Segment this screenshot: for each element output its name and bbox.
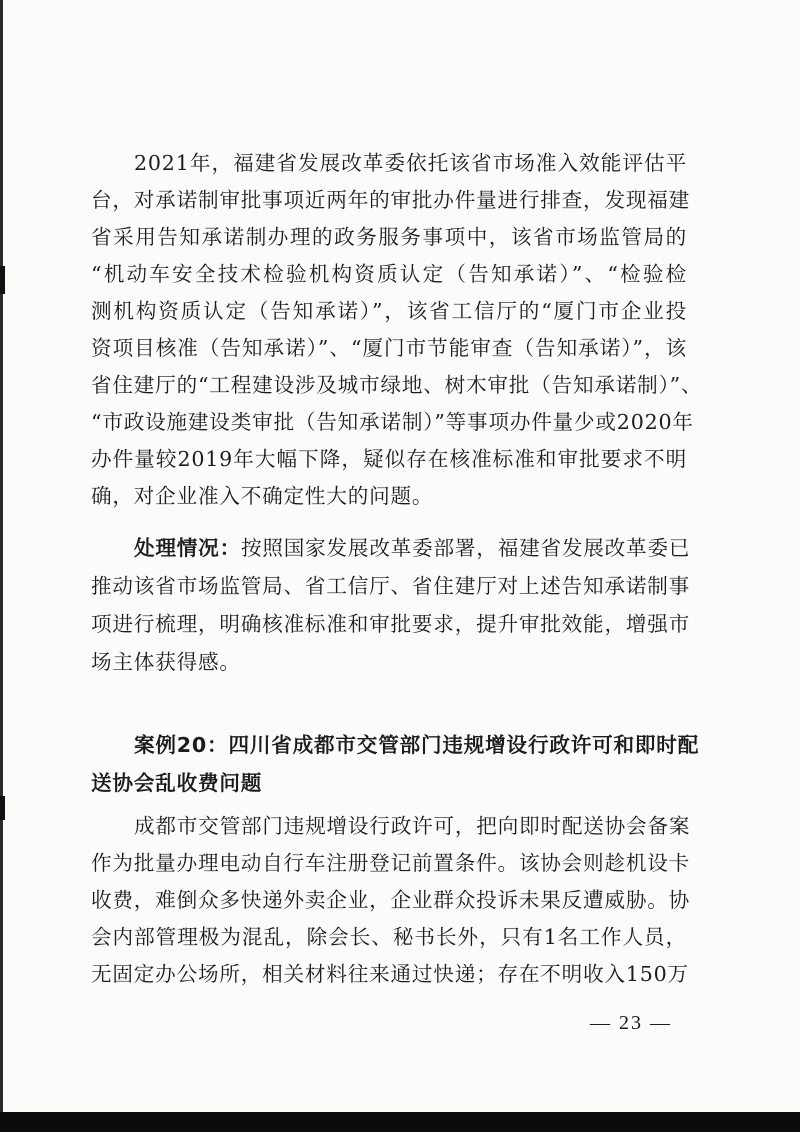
- text-line: 省住建厅的“工程建设涉及城市绿地、树木审批（告知承诺制）”、: [91, 373, 703, 397]
- text-line: “市政设施建设类审批（告知承诺制）”等事项办件量少或2020年: [91, 410, 694, 434]
- handling-label: 处理情况：: [134, 536, 241, 560]
- text-line: [134, 530, 691, 566]
- scan-bottom-edge: [0, 1112, 800, 1132]
- text-line: 省采用告知承诺制办理的政务服务事项中，该省市场监管局的: [91, 225, 687, 249]
- text-line: 收费，难倒众多快递外卖企业，企业群众投诉未果反遭威胁。协: [91, 888, 691, 912]
- heading-line: 案例20：四川省成都市交管部门违规增设行政许可和即时配: [134, 733, 700, 757]
- text-line: 办件量较2019年大幅下降，疑似存在核准标准和审批要求不明: [91, 447, 687, 471]
- text-line: 无固定办公场所，相关材料往来通过快递；存在不明收入150万: [91, 962, 689, 986]
- heading-line: 送协会乱收费问题: [91, 771, 263, 795]
- text-line: 场主体获得感。: [91, 650, 241, 674]
- text-line: 资项目核准（告知承诺）”、“厦门市节能审查（告知承诺）”，该: [91, 336, 687, 360]
- scan-artifact: [0, 266, 5, 294]
- scan-artifact: [0, 796, 5, 820]
- text-line: 台，对承诺制审批事项近两年的审批办件量进行排查，发现福建: [91, 188, 691, 212]
- text-line: 作为批量办理电动自行车注册登记前置条件。该协会则趁机设卡: [91, 851, 691, 875]
- text-span: 按照国家发展改革委部署，福建省发展改革委已: [240, 536, 691, 560]
- text-line: “机动车安全技术检验机构资质认定（告知承诺）”、“检验检: [91, 262, 687, 286]
- page-number: — 23 —: [590, 1012, 672, 1034]
- text-line: 确，对企业准入不确定性大的问题。: [91, 484, 434, 508]
- text-line: 会内部管理极为混乱，除会长、秘书长外，只有1名工作人员，: [91, 925, 687, 949]
- text-line: 推动该省市场监管局、省工信厅、省住建厅对上述告知承诺制事: [91, 574, 691, 598]
- text-line: 成都市交管部门违规增设行政许可，把向即时配送协会备案: [134, 814, 691, 838]
- text-line: 2021年，福建省发展改革委依托该省市场准入效能评估平: [134, 151, 687, 175]
- text-line: 项进行梳理，明确核准标准和审批要求，提升审批效能，增强市: [91, 612, 691, 636]
- text-line: 测机构资质认定（告知承诺）”，该省工信厅的“厦门市企业投: [91, 299, 687, 323]
- scan-left-edge: [0, 0, 3, 1132]
